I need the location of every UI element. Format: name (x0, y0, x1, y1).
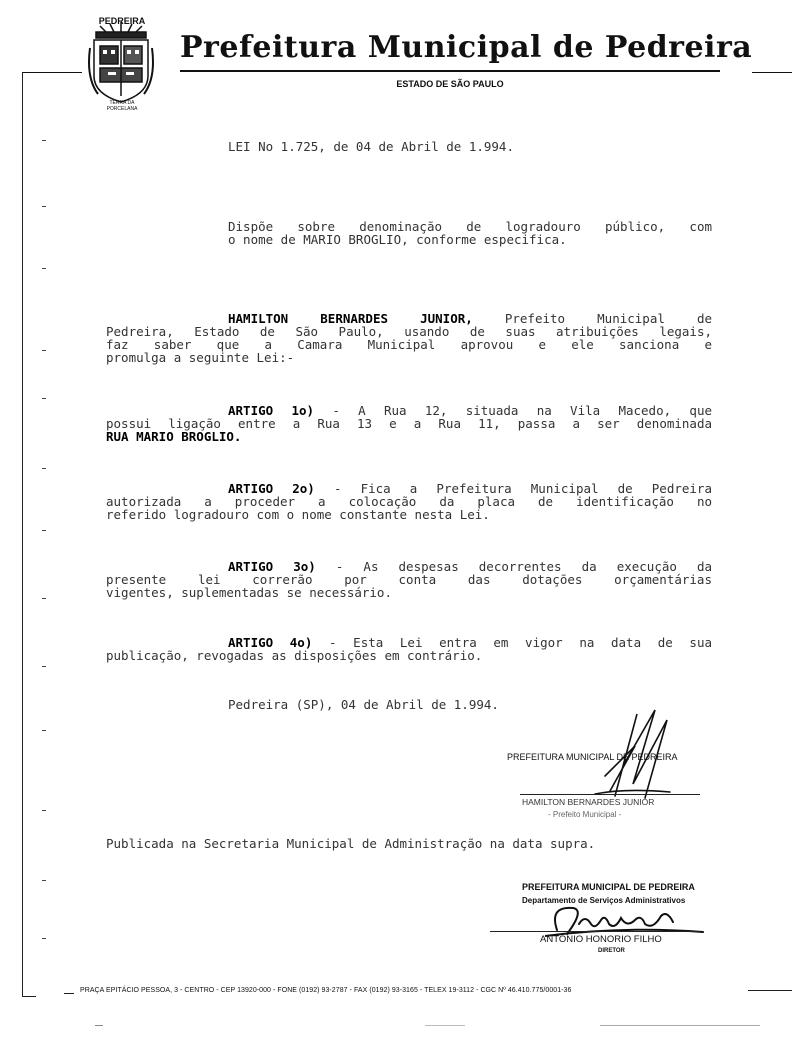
article-1 (106, 404, 712, 443)
footer-rule-left (22, 996, 36, 997)
place-date: Pedreira (SP), 04 de Abril de 1.994. (228, 697, 499, 712)
coat-of-arms-icon (88, 18, 154, 110)
director-signature-line (490, 931, 700, 932)
article-first-rest: - A Rua 12, situada na Vila Macedo, que (332, 403, 712, 418)
article-label: ARTIGO 4o) (228, 635, 313, 650)
mayor-signature-name: HAMILTON BERNARDES JUNIOR (522, 797, 655, 807)
article-line: referido logradouro com o nome constante nesta Lei. (106, 507, 490, 522)
director-stamp: PREFEITURA MUNICIPAL DE PEDREIRA (522, 882, 695, 892)
margin-tick (42, 140, 46, 141)
publication-note: Publicada na Secretaria Municipal de Administração na data supra. (106, 836, 596, 851)
article-label: ARTIGO 3o) (228, 559, 316, 574)
article-first-rest: - Esta Lei entra em vigor na data de sua (329, 635, 712, 650)
preamble-line: faz saber que a Camara Municipal aprovou e ele sanciona e (106, 337, 712, 352)
margin-tick (42, 398, 46, 399)
article-label: ARTIGO 1o) (228, 403, 315, 418)
law-heading: LEI No 1.725, de 04 de Abril de 1.994. (228, 139, 514, 154)
preamble-line: promulga a seguinte Lei:- (106, 350, 295, 365)
footer-dash (64, 993, 74, 994)
mayor-signature-role: - Prefeito Municipal - (548, 810, 622, 819)
preamble-line: Pedreira, Estado de São Paulo, usando de suas atribuições legais, (106, 324, 712, 339)
article-line: autorizada a proceder a colocação da placa de identificação no (106, 494, 712, 509)
header-rule-right (752, 72, 792, 73)
article-2 (106, 482, 712, 521)
article-first-rest: - Fica a Prefeitura Municipal de Pedreira (333, 481, 712, 496)
preamble (106, 312, 712, 364)
director-name: ANTONIO HONORIO FILHO (540, 934, 662, 945)
margin-tick (42, 350, 46, 351)
law-summary (228, 220, 712, 246)
director-role: DIRETOR (598, 948, 625, 954)
article-3 (106, 560, 712, 599)
header-rule (180, 70, 720, 72)
preamble-first-rest: Prefeito Municipal de (504, 311, 712, 326)
article-line: publicação, revogadas as disposições em contrário. (106, 648, 483, 663)
article-4 (106, 636, 712, 662)
margin-tick (42, 730, 46, 731)
state-subtitle: ESTADO DE SÃO PAULO (396, 79, 504, 89)
header-rule-left (22, 72, 82, 73)
margin-tick (42, 666, 46, 667)
margin-tick (42, 880, 46, 881)
mayor-signature-line (520, 794, 700, 795)
scan-speck (95, 1025, 103, 1026)
left-margin-line (22, 72, 23, 997)
crest-motto-line2: PORCELANA (106, 106, 138, 112)
page-title: Prefeitura Municipal de Pedreira (180, 30, 753, 65)
mayor-stamp: PREFEITURA MUNICIPAL DE PEDREIRA (507, 752, 678, 762)
article-label: ARTIGO 2o) (228, 481, 315, 496)
summary-line: o nome de MARIO BROGLIO, conforme especifica. (228, 232, 567, 247)
street-name: RUA MARIO BROGLIO. (106, 429, 242, 444)
margin-tick (42, 938, 46, 939)
footer-address: PRAÇA EPITÁCIO PESSOA, 3 - CENTRO - CEP 13920-000 - FONE (0192) 93-2787 - FAX (0192) 93-3165 - TELEX 19-3112 - CGC Nº 46.410.775/0001-36 (80, 987, 572, 994)
crest-city-label: PEDREIRA (98, 16, 146, 26)
mayor-name: HAMILTON BERNARDES JUNIOR, (228, 311, 473, 326)
footer-rule-right (748, 990, 792, 991)
scan-speck (425, 1025, 465, 1026)
scan-speck (600, 1025, 760, 1026)
article-first-rest: - As despesas decorrentes da execução da (335, 559, 712, 574)
margin-tick (42, 206, 46, 207)
director-department: Departamento de Serviços Administrativos (522, 896, 686, 905)
article-line: presente lei correrão por conta das dotações orçamentárias (106, 572, 712, 587)
margin-tick (42, 468, 46, 469)
crest-motto-line1: TERRA DA (109, 100, 135, 106)
margin-tick (42, 598, 46, 599)
margin-tick (42, 810, 46, 811)
crest-motto (94, 100, 150, 112)
margin-tick (42, 530, 46, 531)
article-line: vigentes, suplementadas se necessário. (106, 585, 392, 600)
summary-line: Dispõe sobre denominação de logradouro público, com (228, 219, 712, 234)
article-line: possui ligação entre a Rua 13 e a Rua 11, passa a ser denominada (106, 416, 712, 431)
margin-tick (42, 268, 46, 269)
